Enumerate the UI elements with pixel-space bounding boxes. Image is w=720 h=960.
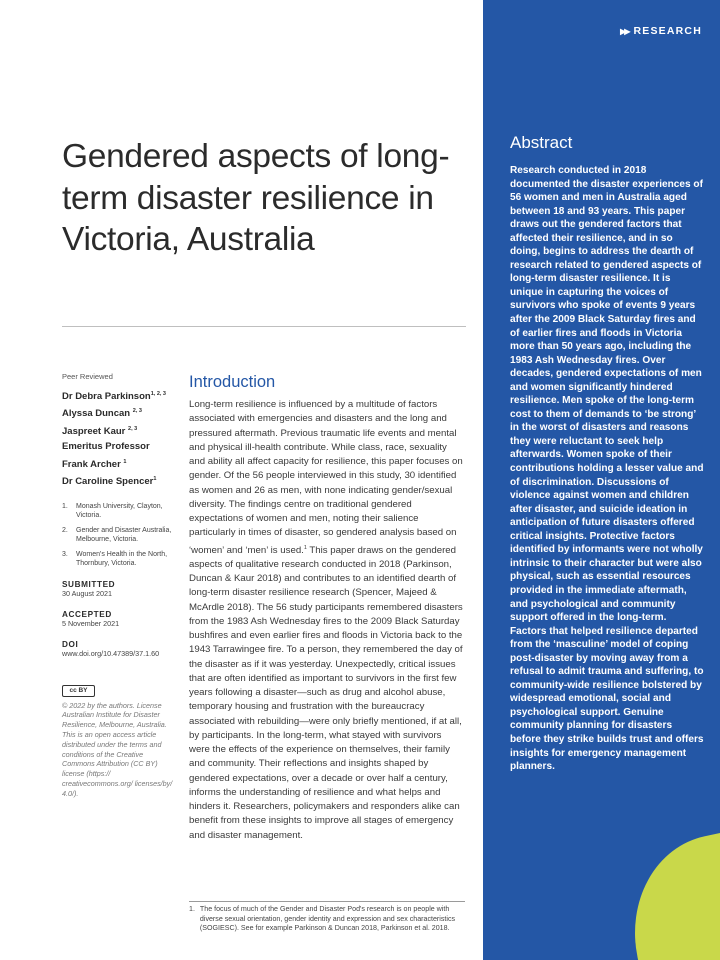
author-name: Dr Debra Parkinson$^{1, 2, 3}$ (62, 391, 166, 403)
author-list (62, 387, 177, 490)
article-metadata (62, 372, 177, 799)
author-name: Frank Archer $^1$ (62, 458, 127, 470)
cc-license-icon: cc BY (62, 685, 95, 697)
author-name: Alyssa Duncan $^{2, 3}$ (62, 408, 142, 420)
author-name: Dr Caroline Spencer$^1$ (62, 476, 157, 488)
footnote-divider (189, 901, 465, 902)
author-name: Jaspreet Kaur $^{2, 3}$ (62, 425, 138, 438)
submitted-label: SUBMITTED (62, 579, 116, 589)
submitted-date: 30 August 2021 (62, 588, 112, 598)
author-name: Emeritus Professor (62, 441, 150, 453)
accepted-label: ACCEPTED (62, 609, 112, 619)
double-chevron-icon: ▶▶ (620, 26, 629, 36)
doi-label: DOI (62, 639, 79, 649)
abstract-panel (483, 0, 720, 960)
introduction-text: Long-term resilience is influenced by a multitude of factors associated with emergencies and disasters and the long and pressured aftermath. Previous traumatic life events and mental and physical ill-health contribute. While class, race, sexuality and ability all affect capacity for resilience, this paper focuses on gender. Of the 56 people interviewed in this study, 30 identified as women and 26 as men, with none indicating gender/sexual diversity. The findings centre on traditional gendered expectations of women and men, noting their salience particularly in times of disaster, so gendered analysis based on ‘women’ and ‘men’ is used.$^1$ This paper draws on the gendered aspects of qualitative research conducted in 2018 (Parkinson, Duncan & Kaur 2018) and contributes to an identified dearth of long-term disaster resilience research (Spencer, Majeed & McArdle 2018). The 56 study participants remembered disasters from the 1983 Ash Wednesday fires to the 2009 Black Saturday bushfires and even earlier fires and floods in Victoria back to the 1943 Tarrawingee fire. To a person, they remembered the day of the disaster as if it was yesterday. Unexpectedly, critical issues that are often identified as important to survivors in the first few years following a disaster—such as drug and alcohol abuse, temporary housing and frustration with the bureaucracy associated with rebuilding—were only briefly mentioned, if at all, by participants. In the long-term, what stayed with survivors were the effects of the experience on themselves, their family and community. Their reflections and insights shaped by gendered expectations, over a decade or over half a century, informs the understanding of resilience and what helps and hinders it. Researchers, policymakers and responders alike can benefit from these insights to improve all stages of emergency and disaster management. (189, 399, 463, 841)
page-title: Gendered aspects of long-term disaster resilience in Victoria, Australia (62, 138, 450, 258)
affiliation-list (62, 502, 177, 569)
peer-reviewed-label: Peer Reviewed (62, 372, 113, 381)
license-text: © 2022 by the authors. License Australian Institute for Disaster Resilience, Melbourne, Australia. This is an open access article distributed under the terms and conditions of the Creative Commons Attribution (CC BY) license (https:// creativecommons.org/ licenses/by/ 4.0/). (62, 700, 173, 798)
introduction-heading: Introduction (189, 373, 276, 391)
abstract-heading: Abstract (510, 133, 573, 152)
affiliation-item: 1. Monash University, Clayton, Victoria. (62, 502, 163, 520)
footnote-text: The focus of much of the Gender and Disaster Pod's research is on people with diverse sexual orientation, gender identity and expression and sex characteristics (SOGIESC). See for example Parkinson & Duncan 2018, Parkinson et al. 2018. (199, 905, 456, 933)
footnote: 1. The focus of much of the Gender and Disaster Pod's research is on people with diverse sexual orientation, gender identity and expression and sex characteristics (SOGIESC). See for example Parkinson & Duncan 2018, Parkinson et al. 2018. (189, 905, 469, 934)
title-divider (62, 326, 466, 327)
decorative-swoosh (616, 828, 720, 960)
affiliation-item: 2. Gender and Disaster Australia, Melbourne, Victoria. (62, 526, 172, 544)
doi-link[interactable]: www.doi.org/10.47389/37.1.60 (62, 648, 160, 658)
footnote-ref: 1 (303, 544, 307, 551)
accepted-date: 5 November 2021 (62, 618, 120, 628)
abstract-text: Research conducted in 2018 documented the disaster experiences of 56 women and men in Australia aged between 18 and 93 years. This paper draws out the gendered factors that affected their resilience, and in so doing, begins to address the dearth of research related to gendered aspects of long-term disaster resilience. It is unique in capturing the voices of survivors who spoke of events 9 years after the 2009 Black Saturday fires and of earlier fires and floods in Victoria more than 50 years ago, including the 1983 Ash Wednesday fires. Over decades, gendered expectations of men and women significantly hindered resilience. Men spoke of the long-term cost to them of demands to ‘be strong’ in the worst of disasters and reasons they were reluctant to seek help afterwards. Women spoke of their contributions holding a lesser value and of discrimination. Discussions of violence against women and children after disaster, and suicide ideation in anticipation of future disasters offered critical insights. Protective factors identified by informants were not wholly intrinsic to their character but were also physical, such as essential resources provided in the immediate aftermath, and psychological and community support offered in the long-term. Factors that helped resilience departed from the ‘masculine’ model of coping post-disaster by moving away from a refusal to admit trauma and suffering, to community-wide resilience bolstered by widespread emotional, social and psychological support. Genuine community planning for disasters before they strike builds trust and offers insights for emergency management planners. (510, 165, 704, 773)
affiliation-item: 3. Women's Health in the North, Thornbury, Victoria. (62, 550, 168, 568)
section-tag-label: RESEARCH (633, 25, 702, 37)
section-tag (620, 25, 702, 37)
